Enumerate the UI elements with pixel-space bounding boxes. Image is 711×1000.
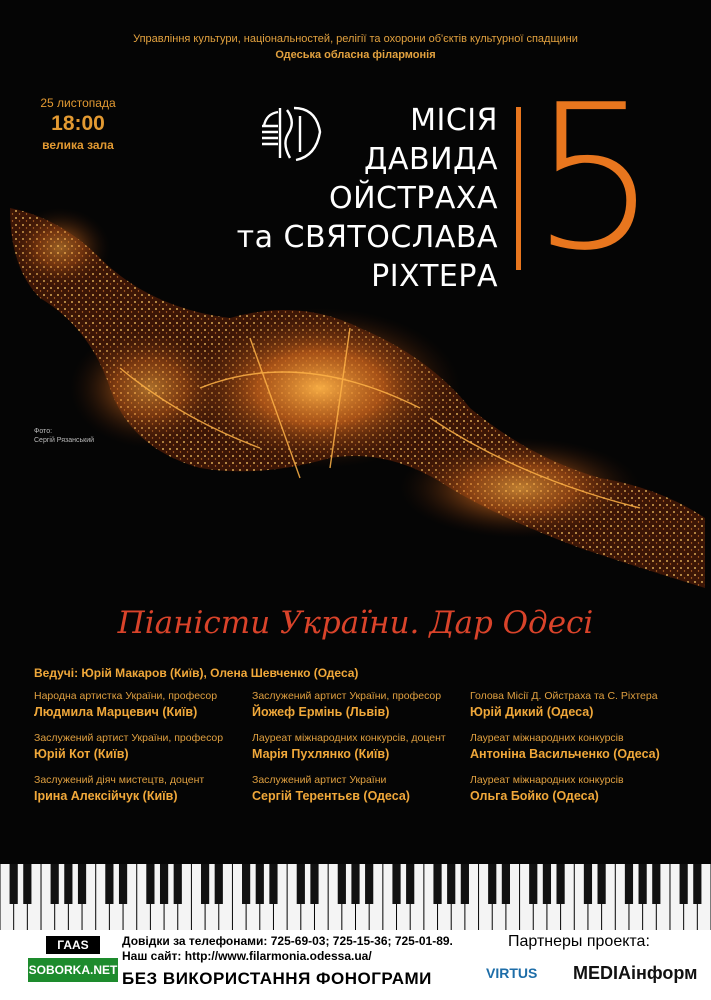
performer-name: Йожеф Ермінь (Львів) bbox=[252, 705, 390, 719]
black-key bbox=[584, 864, 592, 904]
footer bbox=[0, 930, 711, 1000]
black-key bbox=[160, 864, 168, 904]
black-key bbox=[529, 864, 537, 904]
performer-block bbox=[34, 774, 264, 803]
black-key bbox=[23, 864, 31, 904]
black-key bbox=[693, 864, 701, 904]
concert-subtitle: Піаністи України. Дар Одесі bbox=[117, 605, 594, 641]
black-key bbox=[406, 864, 414, 904]
performer-name: Сергій Терентьєв (Одеса) bbox=[252, 789, 410, 803]
title-line: та СВЯТОСЛАВА bbox=[236, 220, 498, 255]
event-hall: велика зала bbox=[42, 138, 114, 152]
title-line: МІСІЯ bbox=[410, 103, 498, 138]
media-inform-part2: інформ bbox=[631, 963, 698, 983]
performer-block bbox=[470, 690, 700, 719]
black-key bbox=[64, 864, 72, 904]
black-key bbox=[433, 864, 441, 904]
partners-label: Партнеры проекта: bbox=[508, 933, 650, 950]
black-key bbox=[242, 864, 250, 904]
performer-name: Антоніна Васильченко (Одеса) bbox=[470, 747, 660, 761]
performer-role: Народна артистка України, професор bbox=[34, 690, 218, 702]
black-key bbox=[51, 864, 59, 904]
performer-role: Заслужений діяч мистецтв, доцент bbox=[34, 774, 205, 786]
black-key bbox=[119, 864, 127, 904]
black-key bbox=[392, 864, 400, 904]
title-line: ОЙСТРАХА bbox=[328, 181, 498, 216]
sponsor-logos bbox=[28, 936, 118, 982]
black-key bbox=[146, 864, 154, 904]
black-key bbox=[447, 864, 455, 904]
hosts-line bbox=[34, 666, 358, 680]
black-key bbox=[78, 864, 86, 904]
soborka-logo: SOBORKA.NET bbox=[28, 958, 118, 982]
performer-name: Марія Пухлянко (Київ) bbox=[252, 747, 390, 761]
black-key bbox=[269, 864, 277, 904]
performer-name: Ольга Бойко (Одеса) bbox=[470, 789, 599, 803]
performer-role: Заслужений артист України, професор bbox=[34, 732, 224, 744]
black-key bbox=[556, 864, 564, 904]
performer-name: Ірина Алексійчук (Київ) bbox=[34, 789, 178, 803]
black-key bbox=[201, 864, 209, 904]
black-key bbox=[652, 864, 660, 904]
performer-block bbox=[252, 774, 482, 803]
black-key bbox=[598, 864, 606, 904]
media-inform-logo bbox=[573, 963, 697, 984]
phone-line: Довідки за телефонами: 725-69-03; 725-15-36; 725-01-89. bbox=[122, 934, 453, 948]
performer-role: Лауреат міжнародних конкурсів bbox=[470, 774, 624, 786]
event-info bbox=[18, 96, 138, 152]
black-key bbox=[10, 864, 18, 904]
black-key bbox=[680, 864, 688, 904]
black-key bbox=[461, 864, 469, 904]
edition-number: 5 bbox=[531, 62, 659, 295]
contacts bbox=[122, 934, 453, 964]
hosts-names: Юрій Макаров (Київ), Олена Шевченко (Одеса) bbox=[81, 666, 359, 680]
black-key bbox=[502, 864, 510, 904]
performer-name: Юрій Дикий (Одеса) bbox=[470, 705, 594, 719]
black-key bbox=[365, 864, 373, 904]
black-key bbox=[310, 864, 318, 904]
performer-role: Лауреат міжнародних конкурсів, доцент bbox=[252, 732, 446, 744]
website-line[interactable]: Наш сайт: http://www.filarmonia.odessa.ua/ bbox=[122, 949, 372, 963]
media-inform-part1: MEDIA bbox=[573, 963, 631, 983]
performer-block bbox=[470, 732, 700, 761]
black-key bbox=[297, 864, 305, 904]
gaas-logo: ГААS bbox=[46, 936, 100, 954]
no-phonogram-notice: БЕЗ ВИКОРИСТАННЯ ФОНОГРАМИ bbox=[122, 969, 432, 988]
title-line: РІХТЕРА bbox=[371, 259, 498, 294]
performer-block bbox=[34, 732, 264, 761]
piano-keyboard-image bbox=[0, 858, 711, 930]
black-key bbox=[215, 864, 223, 904]
black-key bbox=[639, 864, 647, 904]
black-key bbox=[625, 864, 633, 904]
black-key bbox=[351, 864, 359, 904]
black-key bbox=[174, 864, 182, 904]
performer-block bbox=[34, 690, 264, 719]
performer-role: Лауреат міжнародних конкурсів bbox=[470, 732, 624, 744]
performer-name: Юрій Кот (Київ) bbox=[34, 747, 129, 761]
night-city-satellite-image bbox=[0, 188, 711, 608]
photo-credit-label: Фото: bbox=[34, 428, 53, 435]
photo-credit-author: Сергій Рязанський bbox=[34, 437, 95, 444]
event-time: 18:00 bbox=[51, 112, 105, 135]
hosts-label: Ведучі: bbox=[34, 666, 79, 680]
virtus-logo: VIRTUS bbox=[486, 965, 538, 981]
event-date: 25 листопада bbox=[40, 96, 116, 110]
black-key bbox=[105, 864, 113, 904]
performer-block bbox=[252, 690, 482, 719]
performer-block bbox=[252, 732, 482, 761]
organizer-philharmonic: Одеська обласна філармонія bbox=[275, 49, 436, 61]
photo-credit bbox=[34, 427, 94, 445]
performer-role: Голова Місії Д. Ойстраха та С. Ріхтера bbox=[470, 690, 658, 702]
performer-block bbox=[470, 774, 700, 803]
performer-role: Заслужений артист України bbox=[252, 774, 387, 786]
performer-name: Людмила Марцевич (Київ) bbox=[34, 705, 198, 719]
organizer-department: Управління культури, національностей, релігії та охорони об'єктів культурної спадщини bbox=[133, 33, 578, 45]
title-line: ДАВИДА bbox=[364, 142, 498, 177]
black-key bbox=[256, 864, 264, 904]
performer-role: Заслужений артист України, професор bbox=[252, 690, 442, 702]
black-key bbox=[338, 864, 346, 904]
black-key bbox=[488, 864, 496, 904]
black-key bbox=[543, 864, 551, 904]
